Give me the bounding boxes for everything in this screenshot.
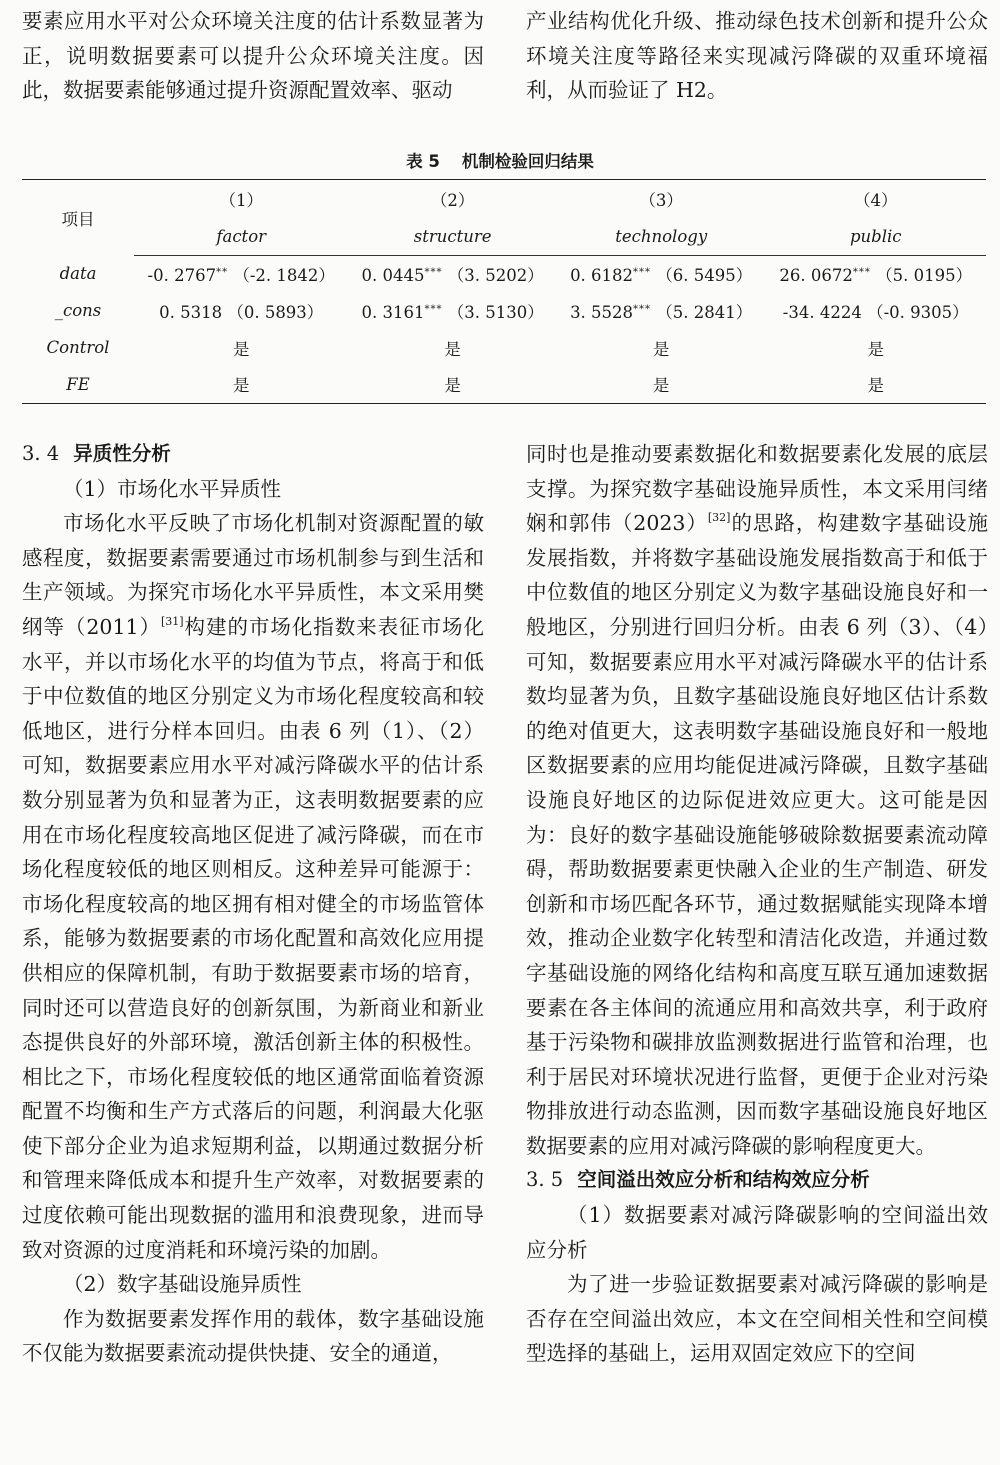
col-number: （2）: [430, 191, 475, 210]
section-heading: 3. 4 异质性分析: [22, 442, 171, 465]
table-cell: 是: [652, 339, 670, 359]
table-row: [22, 366, 986, 403]
col-variable: factor: [134, 218, 348, 255]
col-number: （4）: [853, 191, 898, 210]
left-column: [22, 437, 484, 1371]
table-cell: 0. 6182*** （6. 5495）: [570, 265, 753, 285]
table-header-row: [22, 180, 986, 219]
table-cell: 是: [867, 339, 884, 359]
table-row: [22, 292, 986, 329]
paragraph: 作为数据要素发挥作用的载体，数字基础设施不仅能为数据要素流动提供快捷、安全的通道，: [22, 1306, 484, 1366]
table-cell: 0. 5318 （0. 5893）: [159, 302, 324, 322]
table-cell: 3. 5528*** （5. 2841）: [570, 302, 753, 322]
table-cell: 26. 0672*** （5. 0195）: [779, 265, 973, 285]
col-variable: structure: [348, 218, 557, 255]
table-cell: 是: [232, 376, 250, 396]
table-cell: 是: [652, 376, 670, 396]
table-cell: 0. 3161*** （3. 5130）: [361, 302, 544, 322]
col-number: （1）: [219, 191, 263, 210]
section-heading: 3. 5 空间溢出效应分析和结构效应分析: [526, 1168, 870, 1192]
table-cell: -0. 2767** （-2. 1842）: [147, 265, 335, 285]
table-cell: 是: [867, 376, 884, 396]
table-var-row: [22, 218, 986, 255]
table-caption: [0, 148, 1000, 172]
subheading: （2）数字基础设施异质性: [63, 1272, 302, 1297]
row-label: Control: [46, 338, 110, 357]
citation: [31]: [160, 614, 184, 628]
col-variable: technology: [557, 218, 766, 255]
table-cell: 是: [232, 339, 250, 359]
top-left-paragraph: [22, 4, 484, 108]
right-column: [526, 437, 988, 1371]
col-number: （3）: [639, 191, 683, 210]
top-left-text: 要素应用水平对公众环境关注度的估计系数显著为正，说明数据要素可以提升公众环境关注度。因此，数据要素能够通过提升资源配置效率、驱动: [22, 9, 484, 103]
table-cell: 是: [444, 339, 461, 359]
row-label: FE: [66, 374, 90, 394]
citation: [32]: [707, 511, 731, 525]
table-number: 表 5: [406, 152, 440, 171]
row-label: _cons: [54, 301, 102, 320]
table-row: [22, 329, 986, 366]
top-right-paragraph: [526, 4, 988, 108]
table-cell: 0. 0445*** （3. 5202）: [361, 265, 544, 285]
paragraph: 为了进一步验证数据要素对减污降碳的影响是否存在空间溢出效应，本文在空间相关性和空间模型选择的基础上，运用双固定效应下的空间: [526, 1272, 988, 1366]
top-right-text: 产业结构优化升级、推动绿色技术创新和提升公众环境关注度等路径来实现减污降碳的双重环境福利，从而验证了 H2。: [526, 9, 988, 103]
subheading: （1）市场化水平异质性: [63, 476, 282, 501]
col-variable: public: [765, 218, 986, 255]
table-title: 机制检验回归结果: [461, 152, 594, 171]
regression-table: [22, 179, 986, 404]
paragraph: 同时也是推动要素数据化和数据要素化发展的底层支撑。为探究数字基础设施异质性，本文采用闫绪娴和郭伟（2023）[32]的思路，构建数字基础设施发展指数，并将数字基础设施发展指数高于和低于中位数值的地区分别定义为数字基础设施良好和一般地区，分别进行回归分析。由表 6 列（3）、（4）可知，数据要素应用水平对减污降碳水平的估计系数均显著为负，且数字基础设施良好地区估计系数的绝对值更大，这表明数字基础设施良好和一般地区数据要素的应用均能促进减污降碳，且数字基础设施良好地区的边际促进效应更大。这可能是因为：良好的数字基础设施能够破除数据要素流动障碍，帮助数据要素更快融入企业的生产制造、研发创新和市场匹配各环节，通过数据赋能实现降本增效，推动企业数字化转型和清洁化改造，并通过数字基础设施的网络化结构和高度互联互通加速数据要素在各主体间的流通应用和高效共享，利于政府基于污染物和碳排放监测数据进行监管和治理，也利于居民对环境状况进行监督，更便于企业对污染物排放进行动态监测，因而数字基础设施良好地区数据要素的应用对减污降碳的影响程度更大。: [526, 442, 989, 1158]
item-header: 项目: [61, 209, 95, 229]
table-row: [22, 255, 986, 292]
subheading: （1）数据要素对减污降碳影响的空间溢出效应分析: [526, 1203, 988, 1262]
row-label: data: [59, 264, 97, 283]
table-cell: -34. 4224 （-0. 9305）: [782, 302, 969, 322]
table-cell: 是: [444, 376, 461, 396]
paragraph: 市场化水平反映了市场化机制对资源配置的敏感程度，数据要素需要通过市场机制参与到生活和生产领域。为探究市场化水平异质性，本文采用樊纲等（2011）[31]构建的市场化指数来表征市场化水平，并以市场化水平的均值为节点，将高于和低于中位数值的地区分别定义为市场化程度较高和较低地区，进行分样本回归。由表 6 列（1）、（2）可知，数据要素应用水平对减污降碳水平的估计系数分别显著为负和显著为正，这表明数据要素的应用在市场化程度较高地区促进了减污降碳，而在市场化程度较低的地区则相反。这种差异可能源于：市场化程度较高的地区拥有相对健全的市场监管体系，能够为数据要素的市场化配置和高效化应用提供相应的保障机制，有助于数据要素市场的培育，同时还可以营造良好的创新氛围，为新商业和新业态提供良好的外部环境，激活创新主体的积极性。相比之下，市场化程度较低的地区通常面临着资源配置不均衡和生产方式落后的问题，利润最大化驱使下部分企业为追求短期利益，以期通过数据分析和管理来降低成本和提升生产效率，对数据要素的过度依赖可能出现数据的滥用和浪费现象，进而导致对资源的过度消耗和环境污染的加剧。: [22, 511, 485, 1262]
